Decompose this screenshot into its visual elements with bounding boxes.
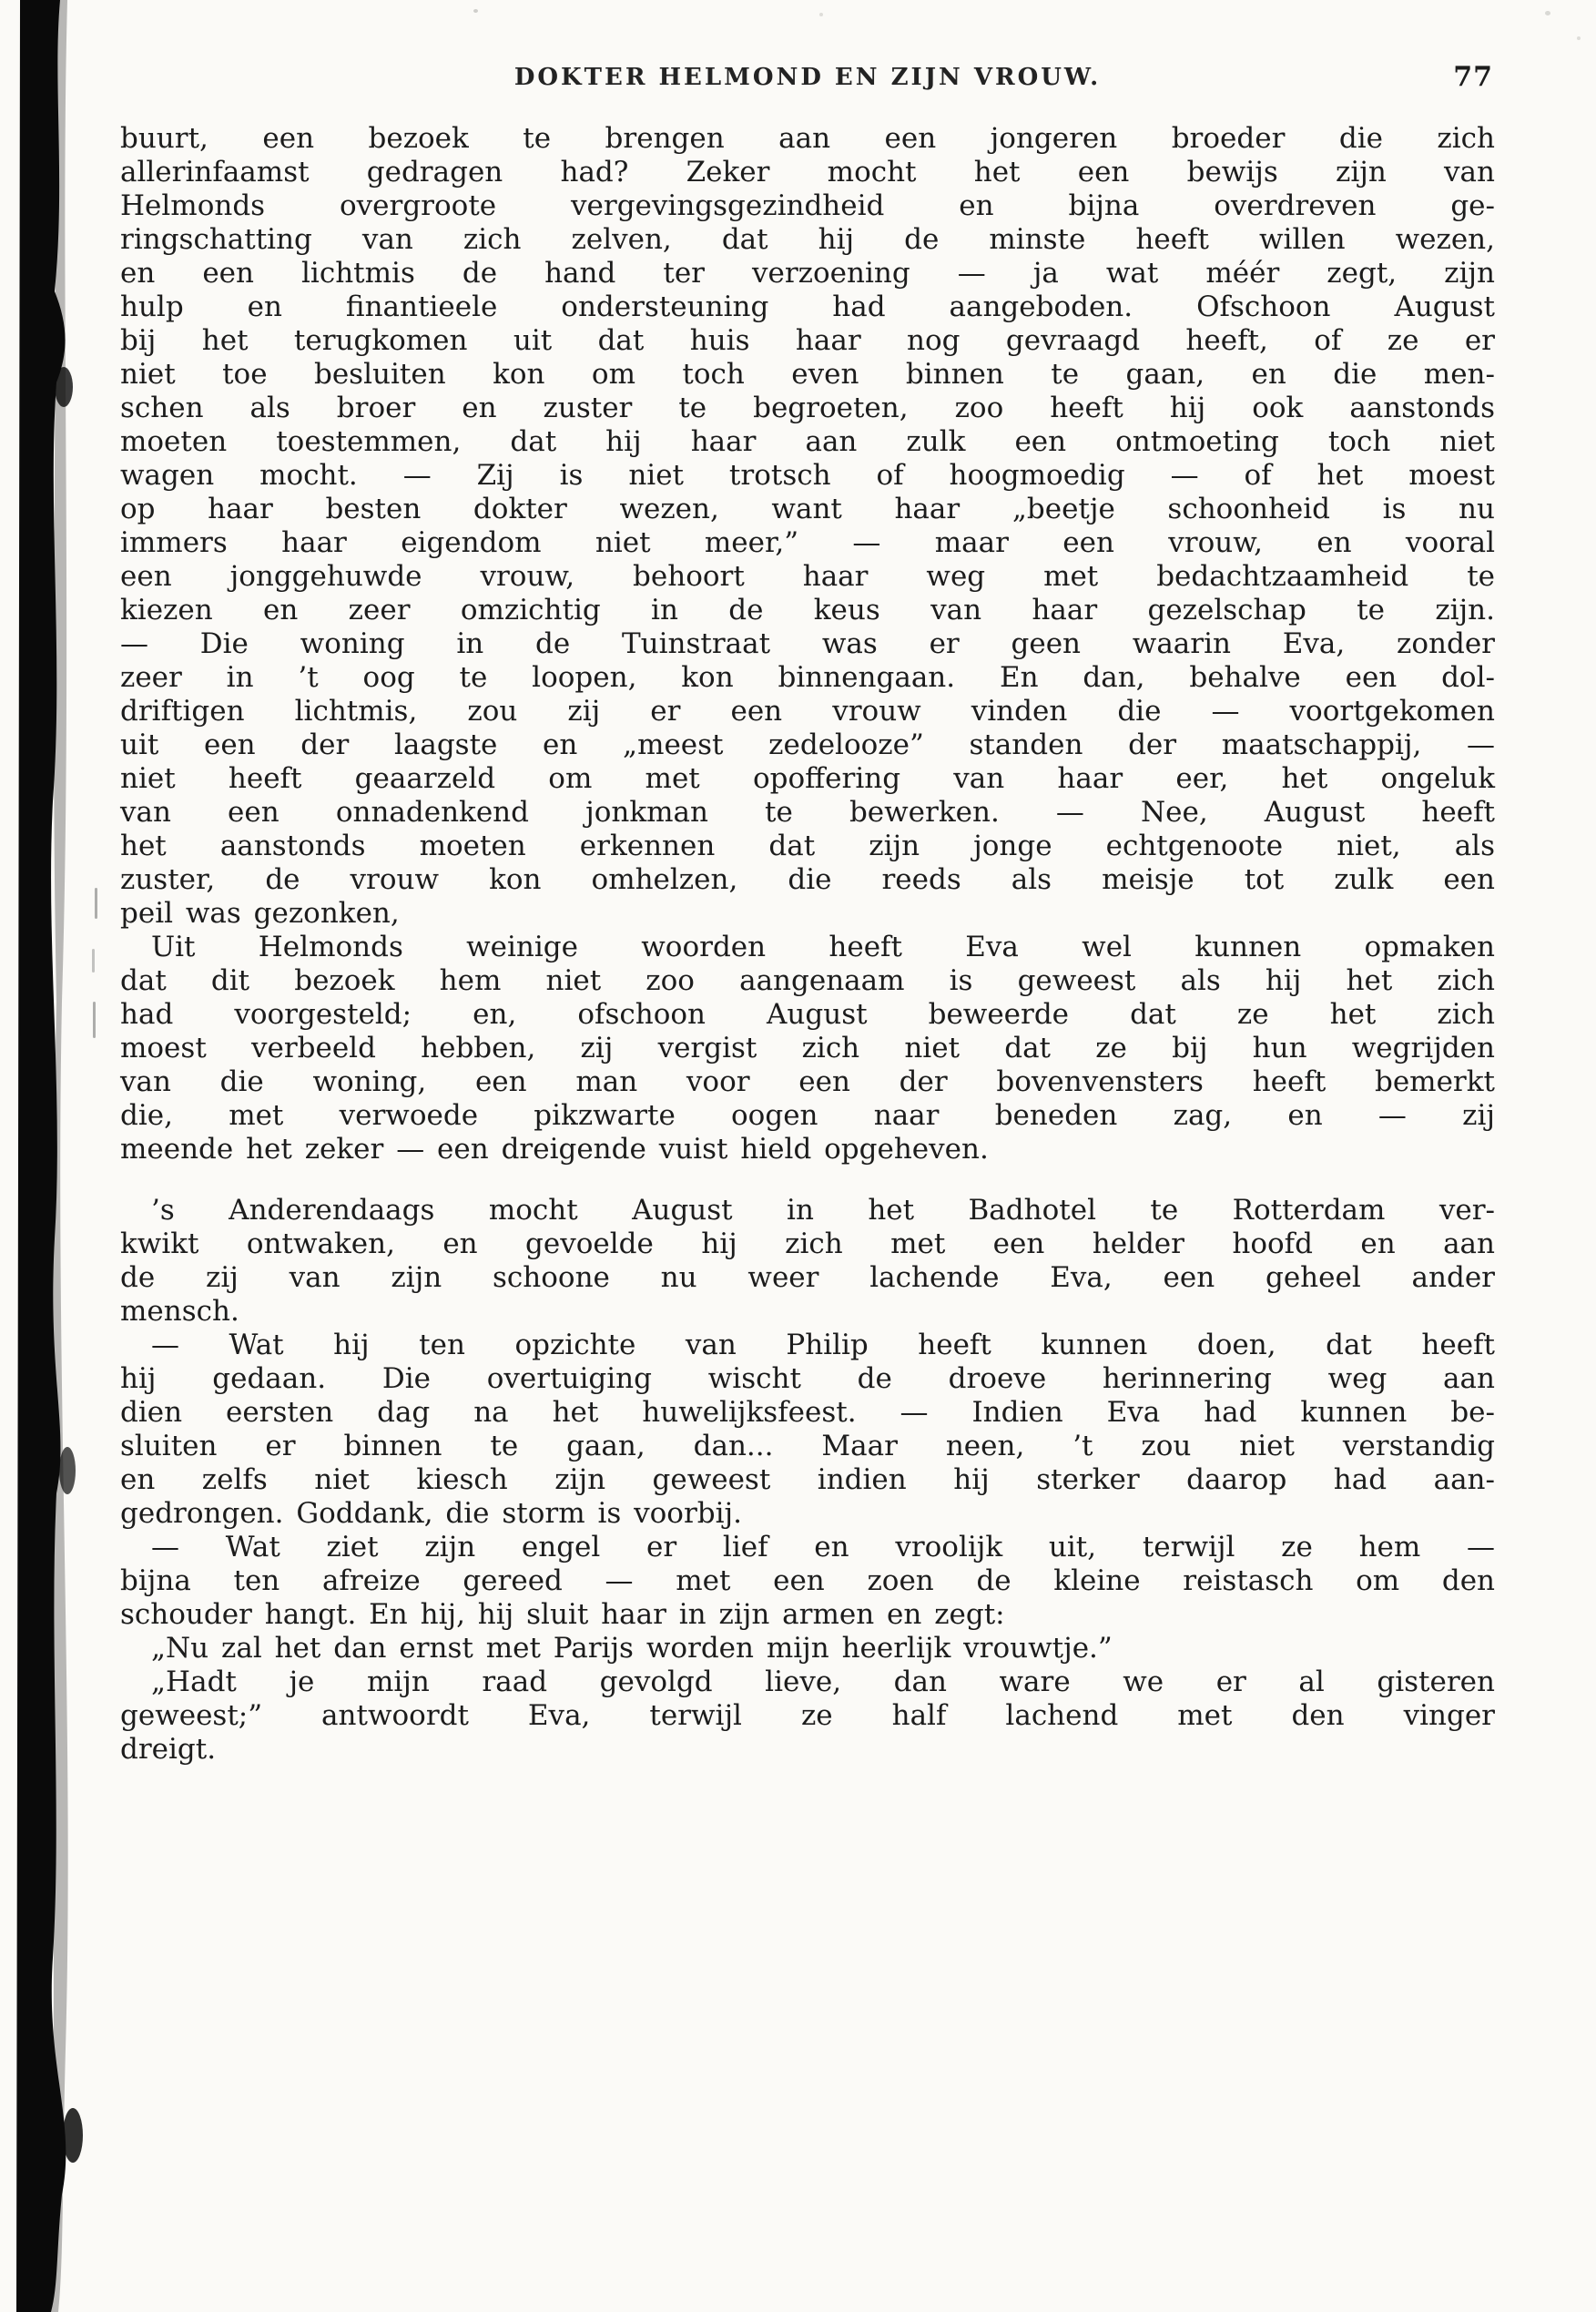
text-line: uit een der laagste en „meest zedelooze” standen der maatschappij, — xyxy=(120,728,1495,761)
text-line: bij het terugkomen uit dat huis haar nog gevraagd heeft, of ze er xyxy=(120,324,1495,357)
page-body xyxy=(120,122,1495,1767)
text-line: van een onnadenkend jonkman te bewerken. — Nee, August heeft xyxy=(120,796,1495,829)
text-line: wagen mocht. — Zij is niet trotsch of hoogmoedig — of het moest xyxy=(120,459,1495,492)
text-line: moeten toestemmen, dat hij haar aan zulk een ontmoeting toch niet xyxy=(120,425,1495,458)
text-line: het aanstonds moeten erkennen dat zijn jonge echtgenoote niet, als xyxy=(120,830,1495,862)
text-line: moest verbeeld hebben, zij vergist zich niet dat ze bij hun wegrijden xyxy=(120,1032,1495,1064)
paragraph xyxy=(120,1632,1495,1665)
scan-gutter-shadow xyxy=(0,0,100,2312)
scan-artifact xyxy=(95,888,97,919)
text-line: immers haar eigendom niet meer,” — maar een vrouw, en vooral xyxy=(120,526,1495,559)
text-line: Helmonds overgroote vergevingsgezindheid en bijna overdreven ge- xyxy=(120,189,1495,222)
text-line: bijna ten afreize gereed — met een zoen de kleine reistasch om den xyxy=(120,1564,1495,1597)
scan-artifact xyxy=(92,949,95,973)
paragraph xyxy=(120,931,1495,1166)
text-line: kiezen en zeer omzichtig in de keus van haar gezelschap te zijn. xyxy=(120,594,1495,626)
scan-speck xyxy=(819,13,823,16)
running-title: DOKTER HELMOND EN ZIJN VROUW. xyxy=(513,64,1102,91)
scan-speck xyxy=(473,9,478,13)
scan-speck xyxy=(1577,36,1581,40)
text-line: — Wat ziet zijn engel er lief en vroolijk uit, terwijl ze hem — xyxy=(151,1531,1495,1563)
text-line: gedrongen. Goddank, die storm is voorbij. xyxy=(120,1497,743,1530)
text-line: en een lichtmis de hand ter verzoening — ja wat méér zegt, zijn xyxy=(120,257,1495,290)
text-line: schen als broer en zuster te begroeten, zoo heeft hij ook aanstonds xyxy=(120,392,1495,424)
text-line: die, met verwoede pikzwarte oogen naar beneden zag, en — zij xyxy=(120,1099,1495,1132)
text-line: hij gedaan. Die overtuiging wischt de droeve herinnering weg aan xyxy=(120,1362,1495,1395)
page-header xyxy=(120,61,1495,102)
text-line: sluiten er binnen te gaan, dan... Maar neen, ’t zou niet verstandig xyxy=(120,1430,1495,1462)
text-line: dat dit bezoek hem niet zoo aangenaam is geweest als hij het zich xyxy=(120,964,1495,997)
text-line: — Die woning in de Tuinstraat was er geen waarin Eva, zonder xyxy=(120,627,1495,660)
text-line: dien eersten dag na het huwelijksfeest. — Indien Eva had kunnen be- xyxy=(120,1396,1495,1429)
text-line: „Nu zal het dan ernst met Parijs worden mijn heerlijk vrouwtje.” xyxy=(151,1632,1113,1665)
text-line: dreigt. xyxy=(120,1733,217,1766)
paragraph xyxy=(120,1194,1495,1329)
scan-artifact xyxy=(93,1002,96,1038)
text-line: zeer in ’t oog te loopen, kon binnengaan. En dan, behalve een dol- xyxy=(120,661,1495,694)
text-line: Uit Helmonds weinige woorden heeft Eva wel kunnen opmaken xyxy=(151,931,1495,963)
text-line: buurt, een bezoek te brengen aan een jongeren broeder die zich xyxy=(120,122,1495,155)
paragraph xyxy=(120,1665,1495,1767)
paragraph xyxy=(120,122,1495,931)
text-line: ringschatting van zich zelven, dat hij de minste heeft willen wezen, xyxy=(120,223,1495,256)
text-line: op haar besten dokter wezen, want haar „beetje schoonheid is nu xyxy=(120,493,1495,525)
text-line: van die woning, een man voor een der bovenvensters heeft bemerkt xyxy=(120,1065,1495,1098)
text-line: de zij van zijn schoone nu weer lachende Eva, een geheel ander xyxy=(120,1261,1495,1294)
text-line: had voorgesteld; en, ofschoon August beweerde dat ze het zich xyxy=(120,998,1495,1031)
paragraph xyxy=(120,1531,1495,1632)
text-line: geweest;” antwoordt Eva, terwijl ze half lachend met den vinger xyxy=(120,1699,1495,1732)
text-line: peil was gezonken, xyxy=(120,897,400,930)
text-line: ’s Anderendaags mocht August in het Badhotel te Rotterdam ver- xyxy=(151,1194,1495,1227)
page-number: 77 xyxy=(1453,61,1493,93)
text-line: driftigen lichtmis, zou zij er een vrouw vinden die — voortgekomen xyxy=(120,695,1495,728)
text-line: meende het zeker — een dreigende vuist hield opgeheven. xyxy=(120,1133,989,1166)
text-line: kwikt ontwaken, en gevoelde hij zich met een helder hoofd en aan xyxy=(120,1227,1495,1260)
text-line: schouder hangt. En hij, hij sluit haar in zijn armen en zegt: xyxy=(120,1598,1005,1631)
text-line: allerinfaamst gedragen had? Zeker mocht het een bewijs zijn van xyxy=(120,156,1495,188)
text-line: en zelfs niet kiesch zijn geweest indien hij sterker daarop had aan- xyxy=(120,1463,1495,1496)
text-line: „Hadt je mijn raad gevolgd lieve, dan ware we er al gisteren xyxy=(151,1665,1495,1698)
text-line: mensch. xyxy=(120,1295,239,1328)
paragraph xyxy=(120,1329,1495,1531)
text-line: — Wat hij ten opzichte van Philip heeft kunnen doen, dat heeft xyxy=(151,1329,1495,1361)
text-line: een jonggehuwde vrouw, behoort haar weg met bedachtzaamheid te xyxy=(120,560,1495,593)
text-line: niet toe besluiten kon om toch even binnen te gaan, en die men- xyxy=(120,358,1495,391)
text-line: niet heeft geaarzeld om met opoffering van haar eer, het ongeluk xyxy=(120,762,1495,795)
text-line: zuster, de vrouw kon omhelzen, die reeds als meisje tot zulk een xyxy=(120,863,1495,896)
scan-speck xyxy=(1545,11,1550,15)
text-line: hulp en finantieele ondersteuning had aangeboden. Ofschoon August xyxy=(120,290,1495,323)
